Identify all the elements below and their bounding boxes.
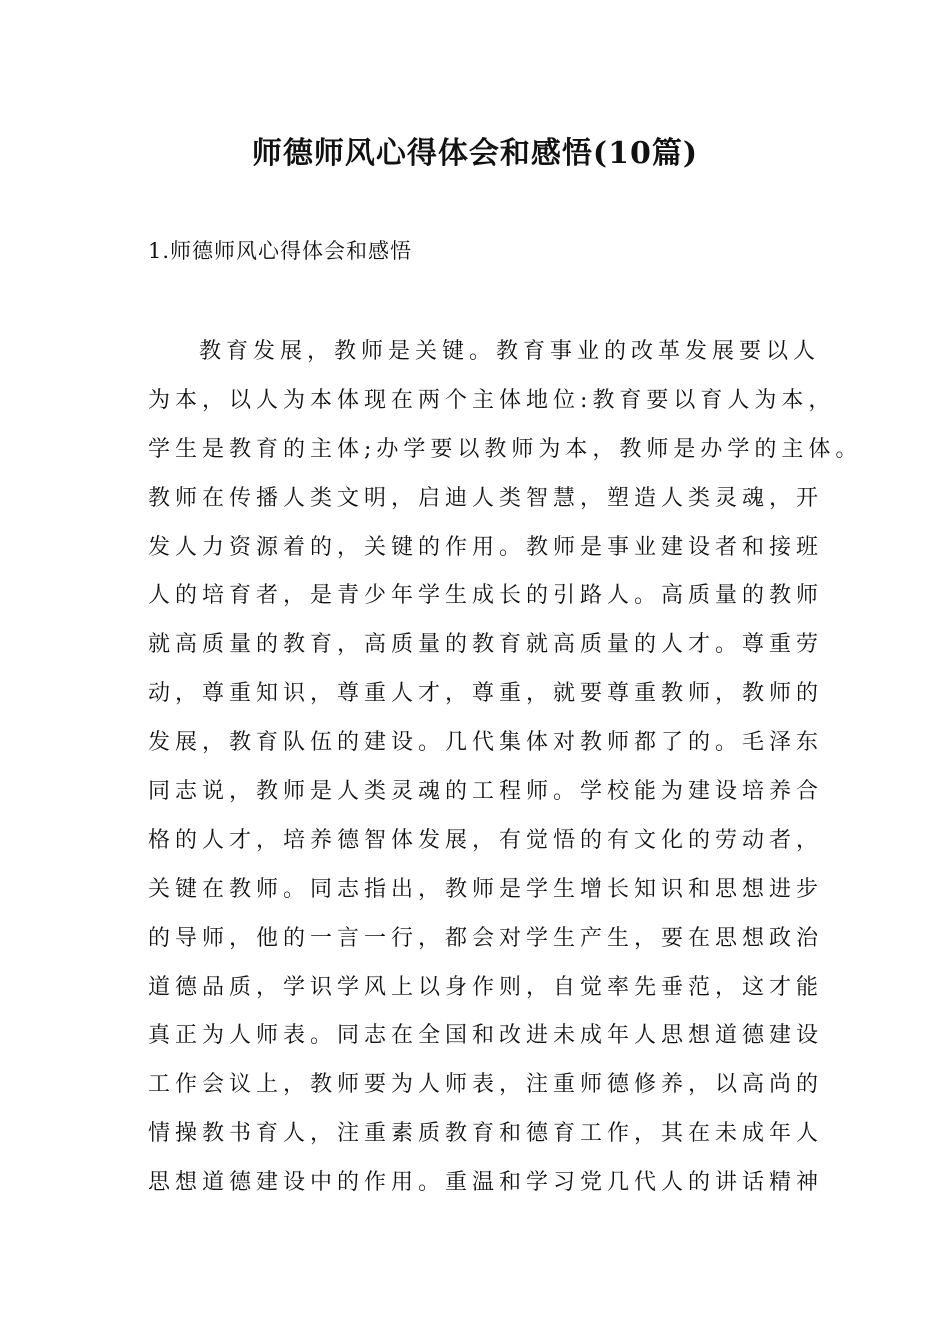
paragraph-line: 的导师，他的一言一行，都会对学生产生，要在思想政治 [148, 925, 824, 951]
paragraph-line: 人的培育者，是青少年学生成长的引路人。高质量的教师 [148, 583, 824, 609]
paragraph-line: 真正为人师表。同志在全国和改进未成年人思想道德建设 [148, 1023, 824, 1049]
paragraph-line: 思想道德建设中的作用。重温和学习党几代人的讲话精神 [148, 1170, 824, 1196]
paragraph-line: 发展，教育队伍的建设。几代集体对教师都了的。毛泽东 [148, 730, 824, 756]
paragraph-line: 工作会议上，教师要为人师表，注重师德修养，以高尚的 [148, 1072, 824, 1098]
paragraph-line: 动，尊重知识，尊重人才，尊重，就要尊重教师，教师的 [148, 681, 824, 707]
body-paragraph [148, 333, 863, 1213]
paragraph-line: 情操教书育人，注重素质教育和德育工作，其在未成年人 [148, 1121, 824, 1147]
paragraph-line: 道德品质，学识学风上以身作则，自觉率先垂范，这才能 [148, 974, 824, 1000]
paragraph-line: 为本，以人为本体现在两个主体地位:教育要以育人为本， [148, 387, 836, 413]
paragraph-line: 教师在传播人类文明，启迪人类智慧，塑造人类灵魂，开 [148, 485, 824, 511]
paragraph-line: 教育发展，教师是关键。教育事业的改革发展要以人 [199, 339, 821, 364]
document-title: 师德师风心得体会和感悟(10篇) [251, 136, 699, 171]
paragraph-line: 关键在教师。同志指出，教师是学生增长知识和思想进步 [148, 876, 824, 902]
paragraph-line: 学生是教育的主体;办学要以教师为本，教师是办学的主体。 [148, 436, 863, 462]
section-heading: 1.师德师风心得体会和感悟 [148, 239, 413, 263]
paragraph-line: 格的人才，培养德智体发展，有觉悟的有文化的劳动者， [148, 827, 824, 853]
paragraph-line: 就高质量的教育，高质量的教育就高质量的人才。尊重劳 [148, 632, 824, 658]
paragraph-line: 发人力资源着的，关键的作用。教师是事业建设者和接班 [148, 534, 824, 560]
paragraph-line: 同志说，教师是人类灵魂的工程师。学校能为建设培养合 [148, 779, 824, 805]
